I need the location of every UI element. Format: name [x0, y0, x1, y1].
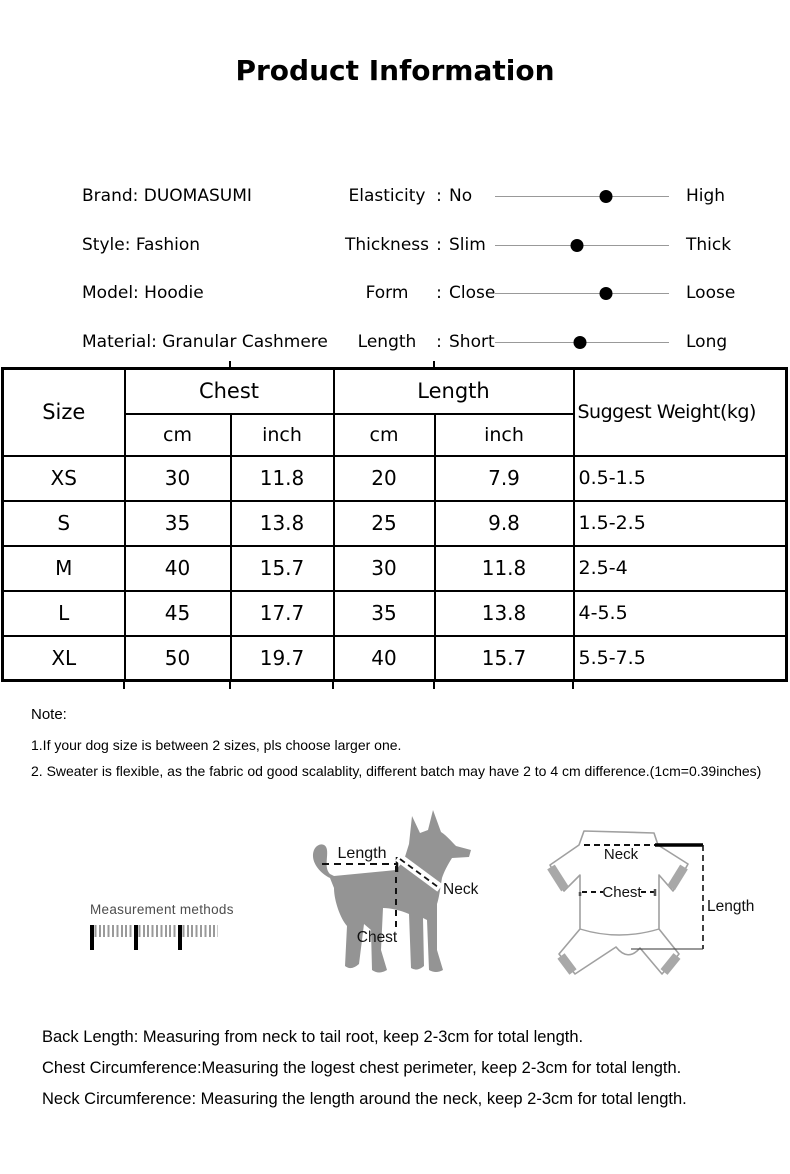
- note-item: 2. Sweater is flexible, as the fabric od good scalablity, different batch may have 2 to 4 cm difference.(1cm=0.39inches): [31, 763, 762, 779]
- slider-high-label: Loose: [686, 283, 736, 304]
- garment-neck-label: Neck: [603, 846, 639, 863]
- table-cell: 50: [125, 636, 231, 681]
- col-header-length-cm: cm: [334, 414, 435, 456]
- note-item: 1.If your dog size is between 2 sizes, pls choose larger one.: [31, 737, 402, 753]
- slider-high-label: Thick: [686, 234, 732, 255]
- slider-track: [495, 232, 669, 258]
- slider-colon: :: [436, 283, 442, 304]
- col-header-weight: Suggest Weight(kg): [574, 369, 787, 456]
- instruction-line: Back Length: Measuring from neck to tail root, keep 2-3cm for total length.: [42, 1028, 584, 1046]
- table-cell: 2.5-4: [574, 546, 787, 591]
- table-cell: 19.7: [231, 636, 334, 681]
- table-cell: 45: [125, 591, 231, 636]
- table-cell: 11.8: [231, 456, 334, 501]
- table-row: [3, 591, 787, 636]
- table-row: [3, 636, 787, 681]
- product-attributes: [82, 172, 342, 366]
- table-cell: 25: [334, 501, 435, 546]
- page-title: Product Information: [235, 54, 555, 87]
- table-cell: 35: [125, 501, 231, 546]
- slider-low-label: Slim: [449, 234, 486, 255]
- slider-dot: [600, 190, 613, 203]
- table-cell: M: [3, 546, 125, 591]
- slider-track: [495, 183, 669, 209]
- table-cell: 40: [334, 636, 435, 681]
- table-cell: 5.5-7.5: [574, 636, 787, 681]
- slider-line: [495, 293, 669, 294]
- slider-name: Form: [365, 283, 409, 304]
- attribute-material: Material: Granular Cashmere: [82, 331, 328, 352]
- slider-low-label: No: [449, 186, 473, 207]
- table-cell: 4-5.5: [574, 591, 787, 636]
- table-cell: 13.8: [435, 591, 574, 636]
- attribute-style: Style: Fashion: [82, 234, 200, 255]
- slider-row-thickness: [341, 221, 786, 270]
- dog-neck-label: Neck: [443, 881, 479, 898]
- slider-track: [495, 329, 669, 355]
- attribute-brand: Brand: DUOMASUMI: [82, 186, 252, 207]
- table-cell: 35: [334, 591, 435, 636]
- table-cell: 30: [125, 456, 231, 501]
- slider-high-label: Long: [686, 331, 728, 352]
- table-cell: 15.7: [435, 636, 574, 681]
- slider-low-label: Close: [449, 283, 496, 304]
- ruler-minor-ticks: [90, 925, 218, 937]
- table-row: [3, 456, 787, 501]
- slider-name: Elasticity: [348, 186, 426, 207]
- slider-line: [495, 196, 669, 197]
- table-cell: S: [3, 501, 125, 546]
- slider-name: Length: [357, 331, 417, 352]
- measurement-methods-caption: Measurement methods: [90, 902, 234, 917]
- slider-colon: :: [436, 331, 442, 352]
- attribute-model: Model: Hoodie: [82, 283, 204, 304]
- slider-dot: [570, 239, 583, 252]
- slider-row-form: [341, 269, 786, 318]
- slider-high-label: High: [686, 186, 726, 207]
- ruler-major-tick: [134, 925, 138, 950]
- table-crop-stub: [433, 361, 435, 367]
- table-crop-stub: [229, 681, 231, 689]
- table-cell: 20: [334, 456, 435, 501]
- garment-chest-label: Chest: [602, 884, 642, 901]
- slider-row-elasticity: [341, 172, 786, 221]
- notes-section: [31, 706, 771, 784]
- table-cell: 1.5-2.5: [574, 501, 787, 546]
- table-cell: 15.7: [231, 546, 334, 591]
- slider-track: [495, 280, 669, 306]
- col-header-size: Size: [3, 369, 125, 456]
- table-cell: XS: [3, 456, 125, 501]
- slider-colon: :: [436, 234, 442, 255]
- table-cell: 13.8: [231, 501, 334, 546]
- slider-name: Thickness: [344, 234, 430, 255]
- table-crop-stub: [123, 681, 125, 689]
- slider-colon: :: [436, 186, 442, 207]
- slider-dot: [574, 336, 587, 349]
- table-cell: L: [3, 591, 125, 636]
- table-cell: 7.9: [435, 456, 574, 501]
- col-header-chest-cm: cm: [125, 414, 231, 456]
- dog-chest-label: Chest: [356, 929, 398, 946]
- table-cell: 9.8: [435, 501, 574, 546]
- col-header-chest-inch: inch: [231, 414, 334, 456]
- table-row: [3, 501, 787, 546]
- instruction-line: Chest Circumference:Measuring the logest chest perimeter, keep 2-3cm for total length.: [42, 1059, 682, 1077]
- instruction-line: Neck Circumference: Measuring the length around the neck, keep 2-3cm for total length.: [42, 1090, 687, 1108]
- slider-dot: [600, 287, 613, 300]
- col-group-chest: Chest: [125, 369, 334, 414]
- table-crop-stub: [572, 681, 574, 689]
- table-crop-stub: [433, 681, 435, 689]
- dog-length-label: Length: [337, 845, 387, 862]
- table-crop-stub: [229, 361, 231, 367]
- table-cell: XL: [3, 636, 125, 681]
- notes-heading: Note:: [31, 706, 67, 723]
- ruler-major-tick: [178, 925, 182, 950]
- garment-flat-diagram: [540, 812, 790, 1002]
- col-header-length-inch: inch: [435, 414, 574, 456]
- property-sliders: [341, 172, 786, 366]
- table-row: [3, 546, 787, 591]
- garment-length-label: Length: [707, 898, 755, 915]
- measuring-instructions: [42, 1022, 772, 1115]
- ruler-icon: [90, 925, 220, 950]
- col-group-length: Length: [334, 369, 574, 414]
- slider-low-label: Short: [449, 331, 495, 352]
- size-chart-table: [1, 367, 788, 682]
- table-cell: 0.5-1.5: [574, 456, 787, 501]
- table-cell: 17.7: [231, 591, 334, 636]
- table-crop-stub: [332, 681, 334, 689]
- dog-silhouette-diagram: [300, 800, 500, 1000]
- slider-row-length: [341, 318, 786, 367]
- ruler-major-tick: [90, 925, 94, 950]
- table-cell: 11.8: [435, 546, 574, 591]
- table-cell: 40: [125, 546, 231, 591]
- table-cell: 30: [334, 546, 435, 591]
